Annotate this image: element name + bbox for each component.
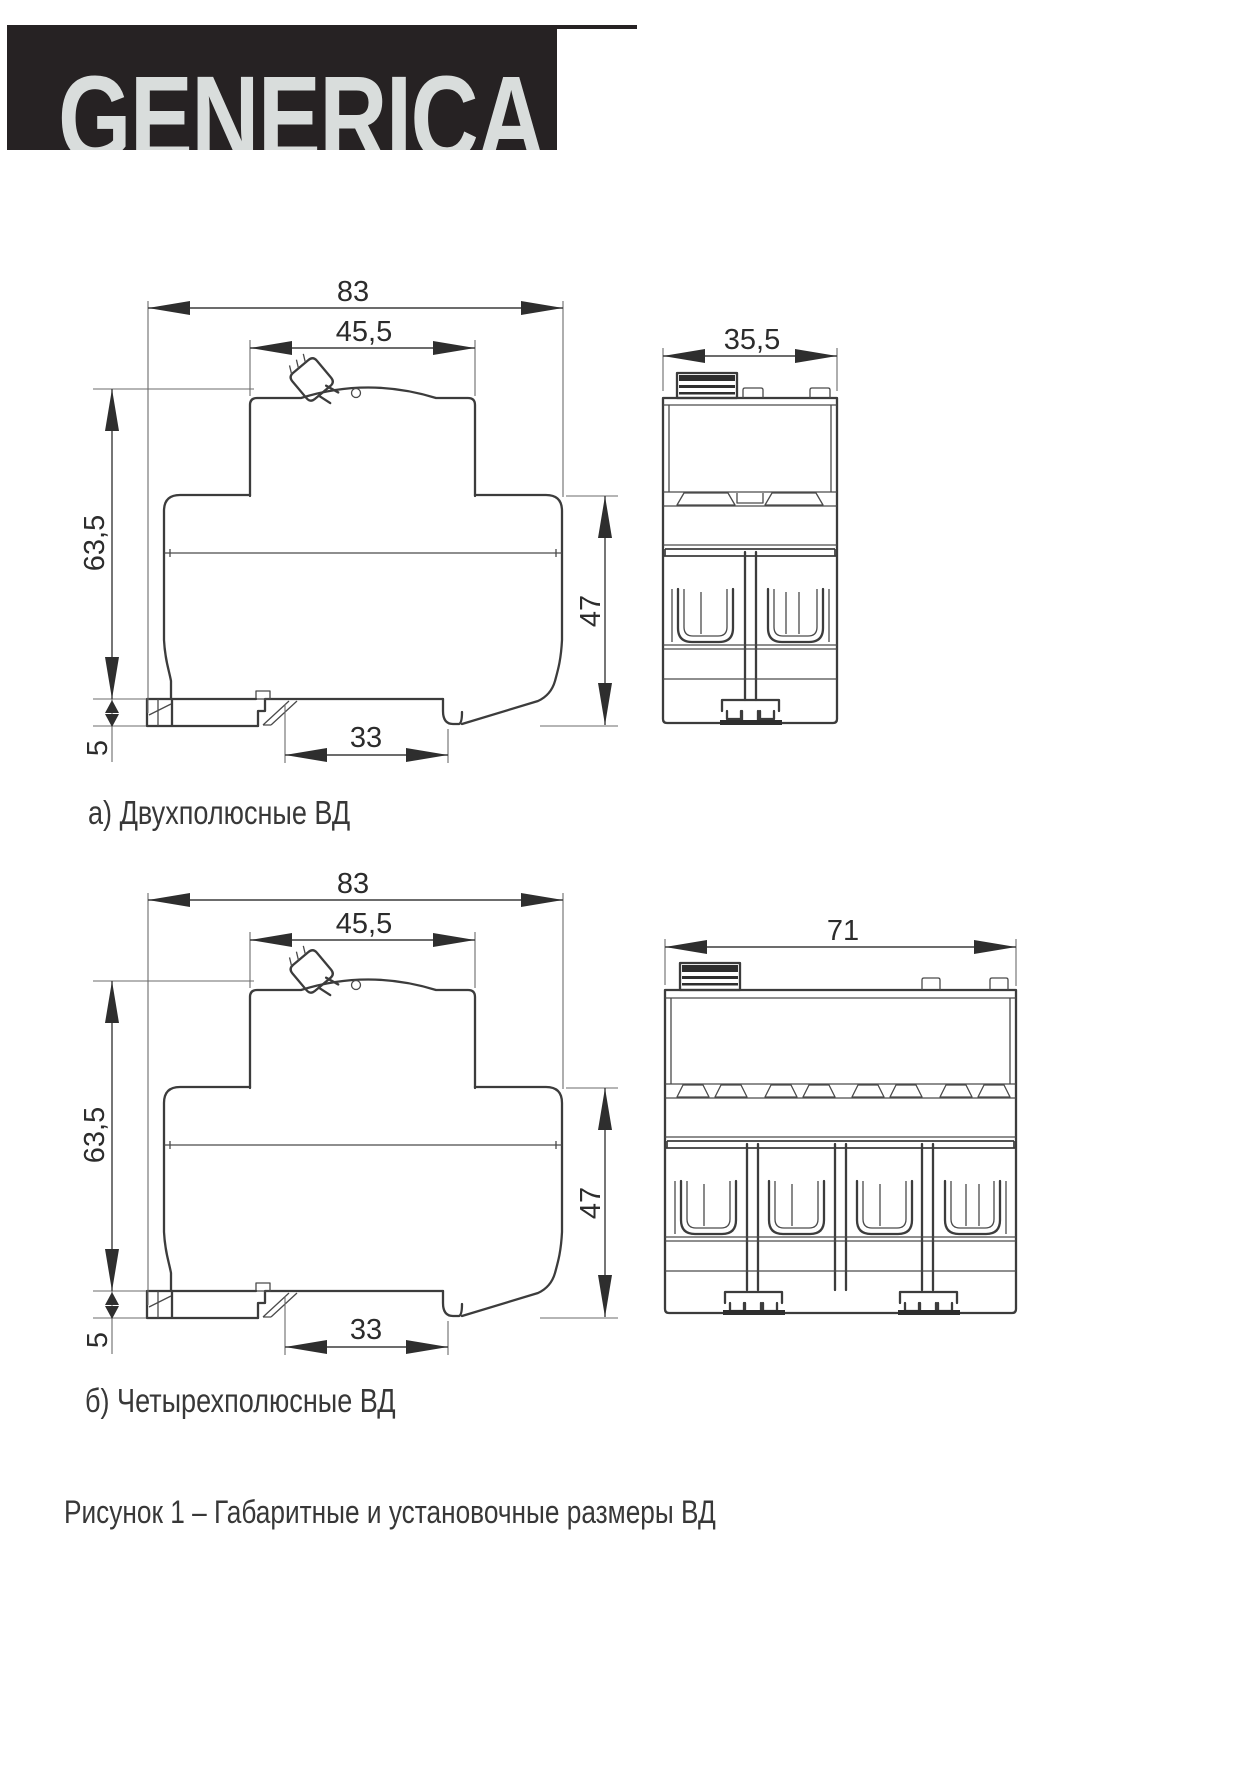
dim-b-upper-width: 45,5 [335,908,393,940]
dim-a-mount-height: 47 [575,594,607,628]
din-clip-front-2p [720,700,782,725]
toggle-handle-front-2p [677,373,737,398]
front-view-4p [665,915,1016,1315]
dim-b-mount-height: 47 [575,1186,607,1220]
side-view-4p [147,942,562,1318]
terminal-recess-2 [769,1181,824,1234]
dim-a-upper-width: 45,5 [335,316,393,348]
terminal-recess-right [768,589,823,642]
dim-b-rail-slot: 33 [349,1314,383,1346]
terminal-recess-4 [945,1181,1000,1234]
dim-a-overall-width: 83 [336,276,370,308]
dimensions-side-2p [79,276,618,763]
logo-wordmark: GENERICA [58,50,544,186]
dim-a-rail-slot: 33 [349,722,383,754]
dim-a-rail-depth: 5 [82,739,114,757]
caption-four-pole: б) Четырехполюсные ВД [85,1382,396,1419]
side-view-2p [147,350,562,726]
terminal-recess-1 [681,1181,736,1234]
din-clip-front-4p-right [898,1292,960,1315]
toggle-handle-front-4p [680,963,740,990]
caption-figure: Рисунок 1 – Габаритные и установочные размеры ВД [64,1494,716,1530]
dim-b-rail-depth: 5 [82,1331,114,1349]
dimensions-side-4p [79,868,618,1355]
drawing-b-four-pole [79,868,1016,1355]
dim-b-front-width: 71 [826,915,860,947]
front-view-2p [663,324,837,725]
dim-a-body-height: 63,5 [79,514,111,572]
dim-b-body-height: 63,5 [79,1106,111,1164]
terminal-recess-3 [857,1181,912,1234]
din-clip-front-4p-left [723,1292,785,1315]
dim-b-overall-width: 83 [336,868,370,900]
dim-a-front-width: 35,5 [723,324,781,356]
drawing-a-two-pole [79,276,837,763]
terminal-recess-left [678,589,733,642]
caption-two-pole: а) Двухполюсные ВД [88,794,351,831]
